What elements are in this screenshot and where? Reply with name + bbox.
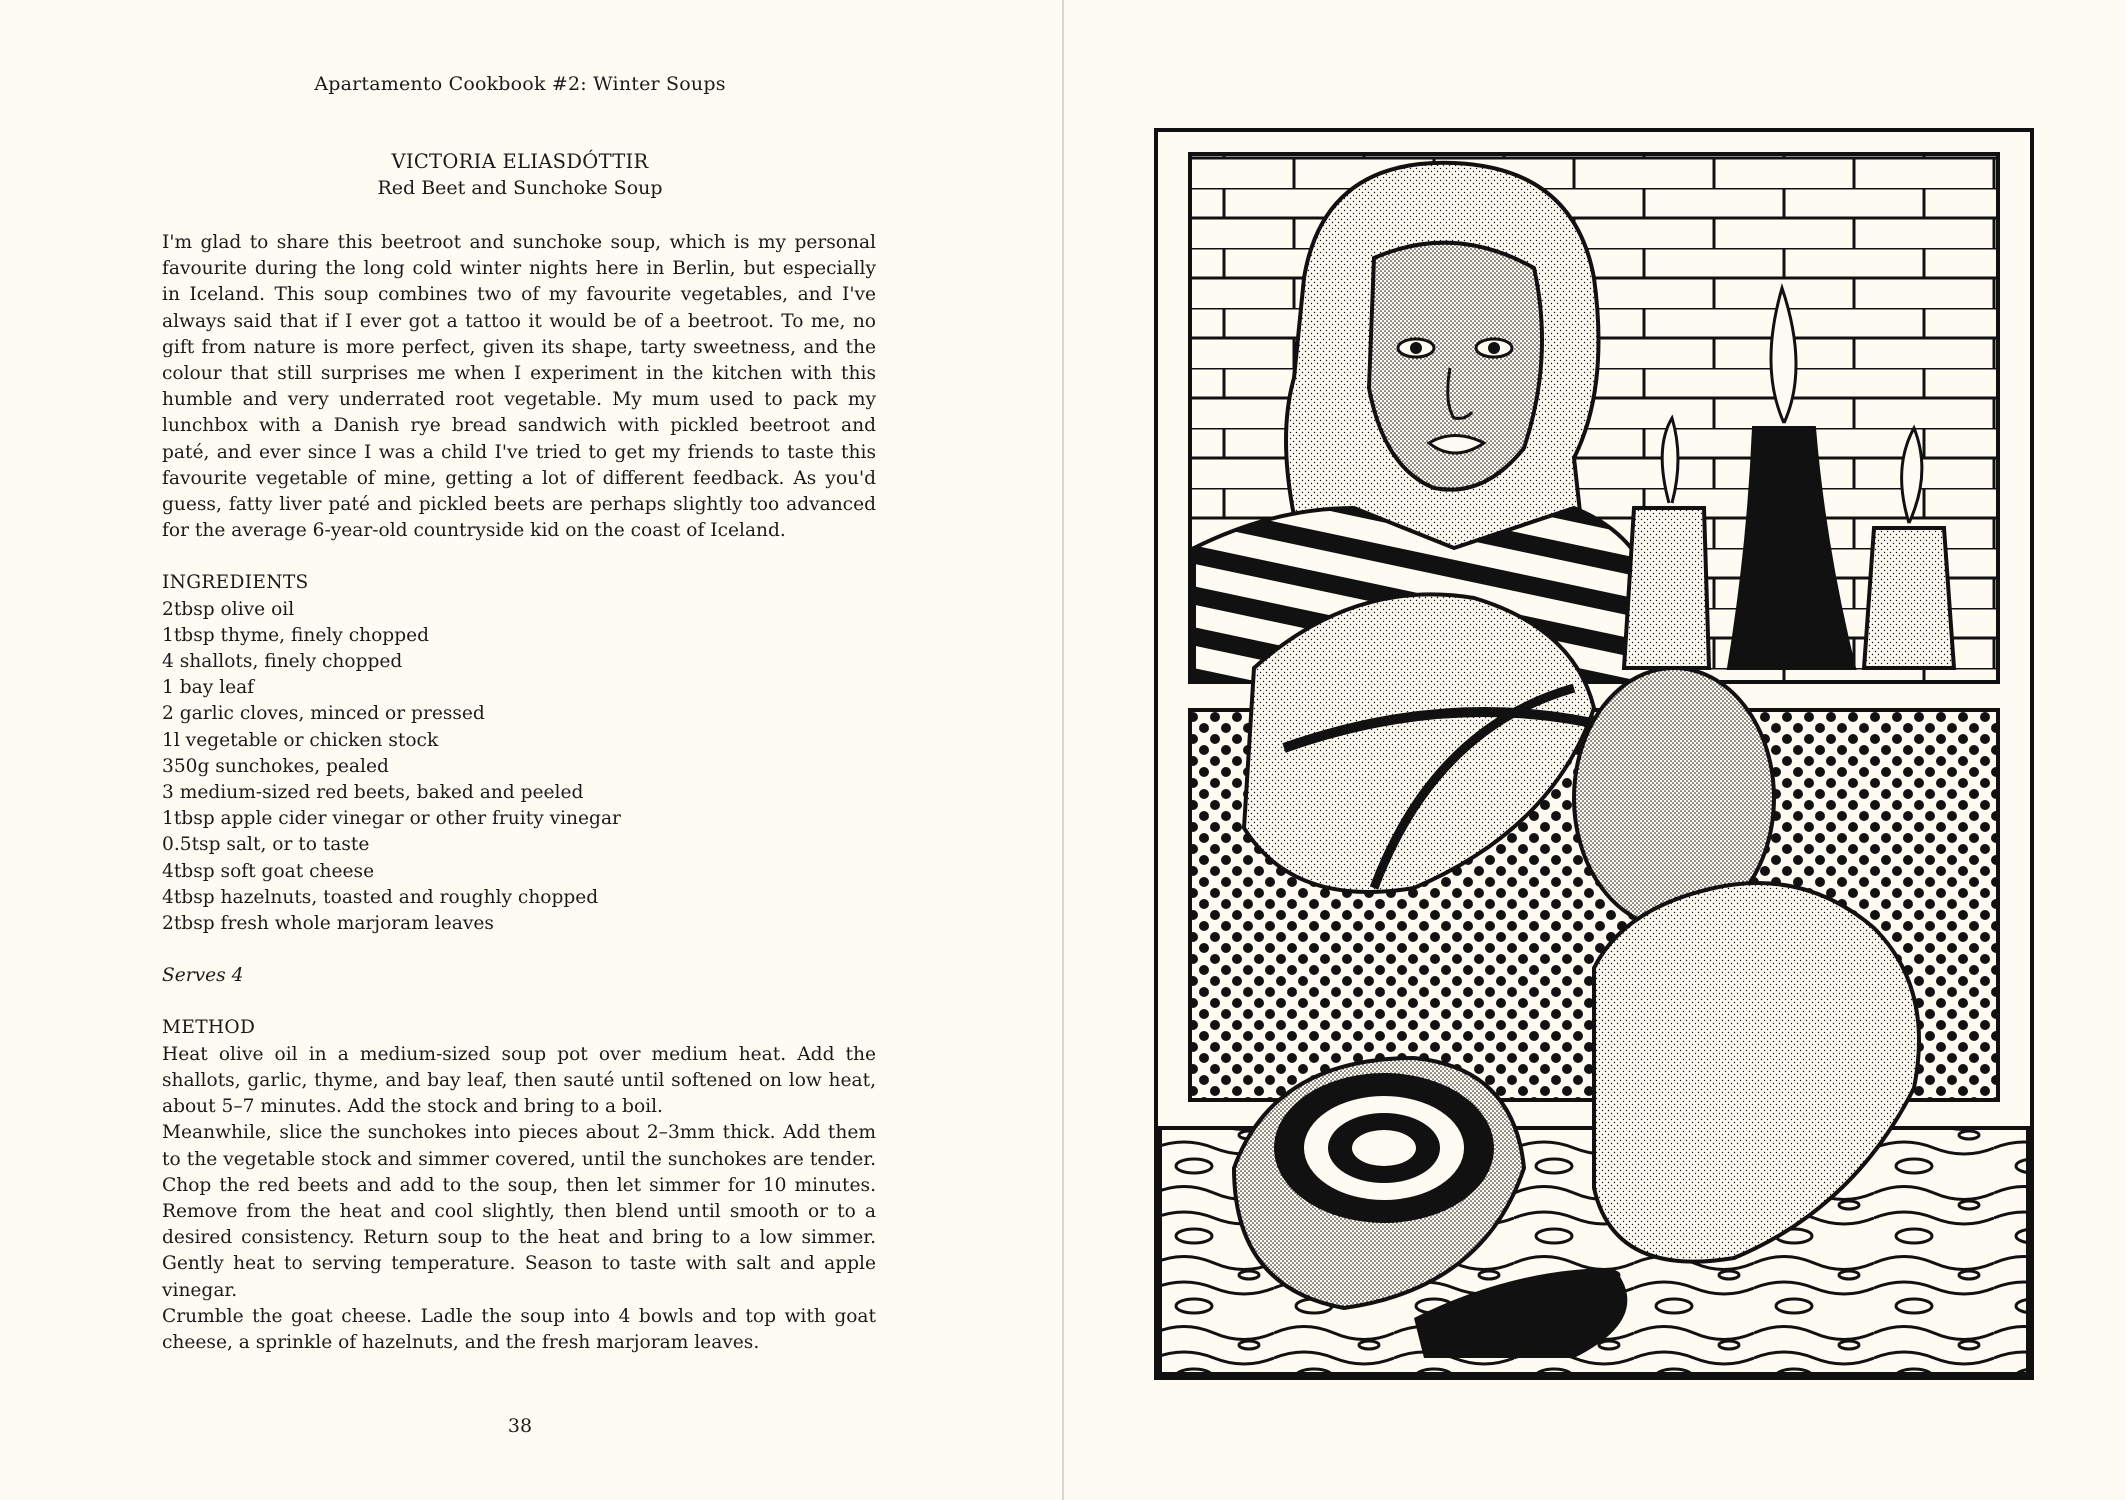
recipe-title: Red Beet and Sunchoke Soup — [377, 177, 663, 199]
ingredient-item: 1 bay leaf — [162, 677, 255, 699]
left-page — [0, 0, 1062, 1500]
ingredient-item: 1tbsp apple cider vinegar or other fruity vinegar — [162, 808, 621, 830]
method-step: Meanwhile, slice the sunchokes into pieces about 2–3mm thick. Add them to the vegetable stock and simmer covered, until the sunchokes are tender. Chop the red beets and add to the soup, then let simmer for 10 minutes. Remove from the heat and cool slightly, then blend until smooth or to a desired consistency. Return soup to the heat and bring to a low simmer. Gently heat to serving temperature. Season to taste with salt and apple vinegar. — [162, 1122, 876, 1301]
candle-right — [1864, 528, 1954, 668]
ingredient-item: 3 medium-sized red beets, baked and peeled — [162, 782, 584, 804]
method-steps — [162, 1042, 876, 1356]
method-step: Crumble the goat cheese. Ladle the soup into 4 bowls and top with goat cheese, a sprinkle of hazelnuts, and the fresh marjoram leaves. — [162, 1305, 876, 1353]
candle-left — [1624, 508, 1709, 668]
ingredients-list — [162, 597, 876, 938]
page-number: 38 — [507, 1415, 533, 1437]
ingredient-item: 4tbsp soft goat cheese — [162, 860, 375, 882]
running-head: Apartamento Cookbook #2: Winter Soups — [314, 73, 726, 95]
author-name: VICTORIA ELIASDÓTTIR — [391, 150, 649, 173]
right-page — [1064, 0, 2125, 1500]
method-heading: METHOD — [162, 1017, 256, 1039]
ingredient-item: 4 shallots, finely chopped — [162, 651, 403, 673]
intro-paragraph: I'm glad to share this beetroot and sunchoke soup, which is my personal favourite during the long cold winter nights here in Berlin, but especially in Iceland. This soup combines two of my favourite vegetables, and I've always said that if I ever got a tattoo it would be of a beetroot. To me, no gift from nature is more perfect, given its shape, tarty sweetness, and the colour that still surprises me when I experiment in the kitchen with this humble and very underrated root vegetable. My mum used to pack my lunchbox with a Danish rye bread sandwich with pickled beetroot and paté, and ever since I was a child I've tried to get my friends to taste this favourite vegetable of mine, getting a lot of different feedback. As you'd guess, fatty liver paté and pickled beets are perhaps slightly too advanced for the average 6-year-old countryside kid on the coast of Iceland. — [162, 232, 876, 542]
ingredient-item: 2tbsp fresh whole marjoram leaves — [162, 913, 494, 935]
ingredients-heading: INGREDIENTS — [162, 572, 309, 594]
method-step: Heat olive oil in a medium-sized soup pot over medium heat. Add the shallots, garlic, thyme, and bay leaf, then sauté until softened on low heat, about 5–7 minutes. Add the stock and bring to a boil. — [162, 1043, 876, 1118]
serves-note: Serves 4 — [162, 965, 244, 987]
ingredient-item: 2tbsp olive oil — [162, 598, 295, 620]
ingredient-item: 2 garlic cloves, minced or pressed — [162, 703, 485, 725]
ingredient-item: 4tbsp hazelnuts, toasted and roughly chopped — [162, 886, 599, 908]
ingredient-item: 0.5tsp salt, or to taste — [162, 834, 370, 856]
ingredient-item: 1l vegetable or chicken stock — [162, 729, 439, 751]
ingredient-item: 1tbsp thyme, finely chopped — [162, 624, 430, 646]
recipe-body — [162, 230, 876, 1356]
portrait-illustration — [1154, 128, 2034, 1380]
ingredient-item: 350g sunchokes, pealed — [162, 755, 389, 777]
